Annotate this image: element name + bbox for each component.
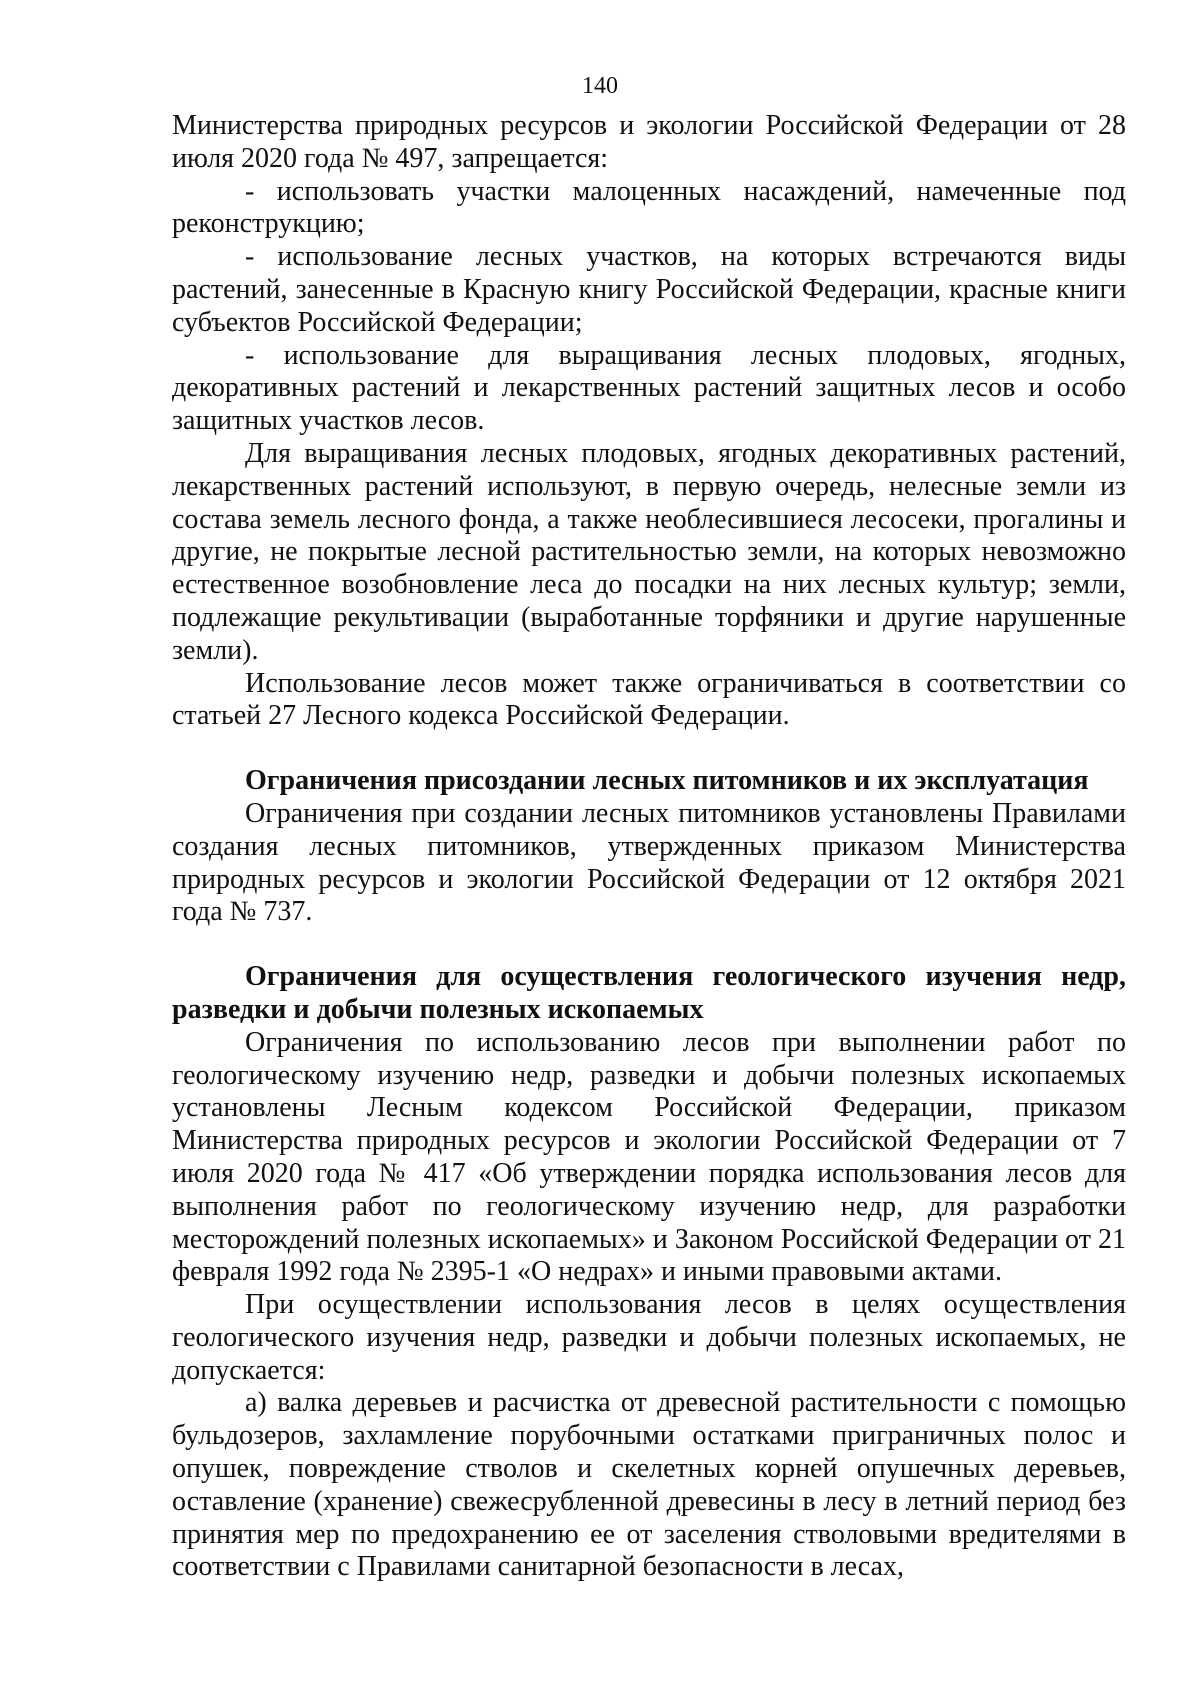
list-item-protective-forests: - использование для выращивания лесных плодовых, ягодных, декоративных растений и лекарственных растений защитных лесов и особо защитных участков лесов. (172, 339, 1126, 437)
page-number: 140 (582, 73, 618, 99)
paragraph-nurseries-rules: Ограничения при создании лесных питомников установлены Правилами создания лесных питомников, утвержденных приказом Министерства природных ресурсов и экологии Российской Федерации от 12 октября 2021 года № 737. (172, 797, 1126, 928)
paragraph-geology-restrictions: Ограничения по использованию лесов при выполнении работ по геологическому изучению недр, разведки и добычи полезных ископаемых установлены Лесным кодексом Российской Федерации, приказом Министерства природных ресурсов и экологии Российской Федерации от 7 июля 2020 года № 417 «Об утверждении порядка использования лесов для выполнения работ по геологическому изучению недр, для разработки месторождений полезных ископаемых» и Законом Российской Федерации от 21 февраля 1992 года № 2395-1 «О недрах» и иными правовыми актами. (172, 1026, 1126, 1288)
section-spacer (172, 733, 1126, 765)
list-item-a: а) валка деревьев и расчистка от древесной растительности с помощью бульдозеров, захламление порубочными остатками приграничных полос и опушек, повреждение стволов и скелетных корней опушечных деревьев, оставление (хранение) свежесрубленной древесины в лесу в летний период без принятия мер по предохранению ее от заселения стволовыми вредителями в соответствии с Правилами санитарной безопасности в лесах, (172, 1387, 1126, 1583)
section-heading-nurseries: Ограничения присоздании лесных питомников и их эксплуатация (245, 765, 1089, 797)
paragraph-article-27: Использование лесов может также ограничиваться в соответствии со статьей 27 Лесного кодекса Российской Федерации. (172, 667, 1126, 732)
section-spacer (172, 929, 1126, 961)
paragraph-not-allowed: При осуществлении использования лесов в целях осуществления геологического изучения недр, разведки и добычи полезных ископаемых, не допускается: (172, 1289, 1126, 1386)
list-item-reconstruction: - использовать участки малоценных насаждений, намеченные под реконструкцию; (172, 175, 1126, 240)
document-body (172, 110, 1126, 1584)
paragraph-intro: Министерства природных ресурсов и экологии Российской Федерации от 28 июля 2020 года № 497, запрещается: (172, 110, 1126, 174)
paragraph-cultivation-lands: Для выращивания лесных плодовых, ягодных декоративных растений, лекарственных растений используют, в первую очередь, нелесные земли из состава земель лесного фонда, а также необлесившиеся лесосеки, прогалины и другие, не покрытые лесной растительностью земли, на которых невозможно естественное возобновление леса до посадки на них лесных культур; земли, подлежащие рекультивации (выработанные торфяники и другие нарушенные земли). (172, 437, 1126, 666)
list-item-red-book: - использование лесных участков, на которых встречаются виды растений, занесенные в Красную книгу Российской Федерации, красные книги субъектов Российской Федерации; (172, 241, 1126, 338)
section-heading-geology: Ограничения для осуществления геологического изучения недр, разведки и добычи полезных ископаемых (172, 961, 1126, 1025)
